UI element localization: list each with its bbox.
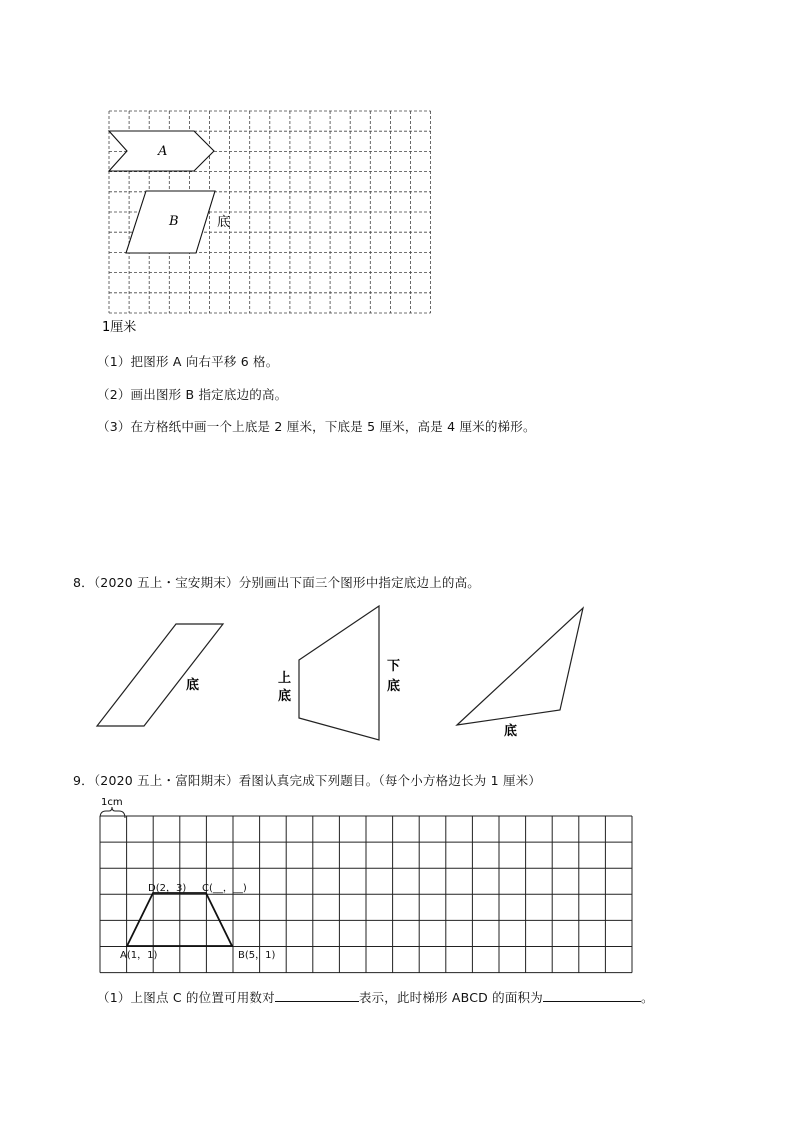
q7-item-1: （1）把图形 A 向右平移 6 格。	[97, 354, 279, 369]
point-c-label: C(__，__)	[202, 883, 247, 894]
q8-figures	[90, 600, 600, 750]
q8-triangle-base-label: 底	[504, 724, 518, 739]
q9-title: 9．（2020 五上・富阳期末）看图认真完成下列题目。（每个小方格边长为 1 厘米）	[73, 773, 542, 788]
q9-item-1-text-c: 。	[640, 990, 654, 1005]
q9-item-1-text-a: （1）上图点 C 的位置可用数对	[97, 990, 275, 1005]
q9-item-1-text-b: 表示，此时梯形 ABCD 的面积为	[358, 990, 543, 1005]
q7-grid-figure	[100, 105, 440, 335]
q7-item-3: （3）在方格纸中画一个上底是 2 厘米，下底是 5 厘米，高是 4 厘米的梯形。	[97, 419, 536, 434]
scale-label: 1cm	[101, 797, 123, 808]
q8-triangle	[457, 608, 583, 725]
point-b-label: B(5，1)	[238, 950, 276, 961]
square-grid	[100, 816, 632, 973]
q8-title: 8．（2020 五上・宝安期末）分别画出下面三个图形中指定底边上的高。	[73, 575, 480, 590]
figure-a-label: A	[158, 144, 168, 159]
answer-blank-c[interactable]	[275, 989, 359, 1002]
q8-trapezoid-top-label-2: 底	[278, 689, 292, 704]
q9-grid-figure	[96, 794, 641, 979]
q7-item-2: （2）画出图形 B 指定底边的高。	[97, 387, 288, 402]
q8-trapezoid	[299, 606, 379, 740]
answer-blank-area[interactable]	[543, 989, 641, 1002]
q8-trapezoid-bottom-label-1: 下	[387, 659, 401, 674]
q8-trapezoid-bottom-label-2: 底	[387, 679, 401, 694]
figure-b-base-label: 底	[217, 215, 231, 230]
unit-label: 1厘米	[102, 320, 137, 335]
q8-trapezoid-top-label-1: 上	[278, 671, 292, 686]
figure-b-label: B	[169, 214, 179, 229]
q8-parallelogram	[97, 624, 223, 726]
point-d-label: D(2，3)	[148, 883, 187, 894]
point-a-label: A(1，1)	[120, 950, 158, 961]
q9-item-1	[97, 988, 654, 1006]
q8-parallelogram-base-label: 底	[186, 678, 200, 693]
